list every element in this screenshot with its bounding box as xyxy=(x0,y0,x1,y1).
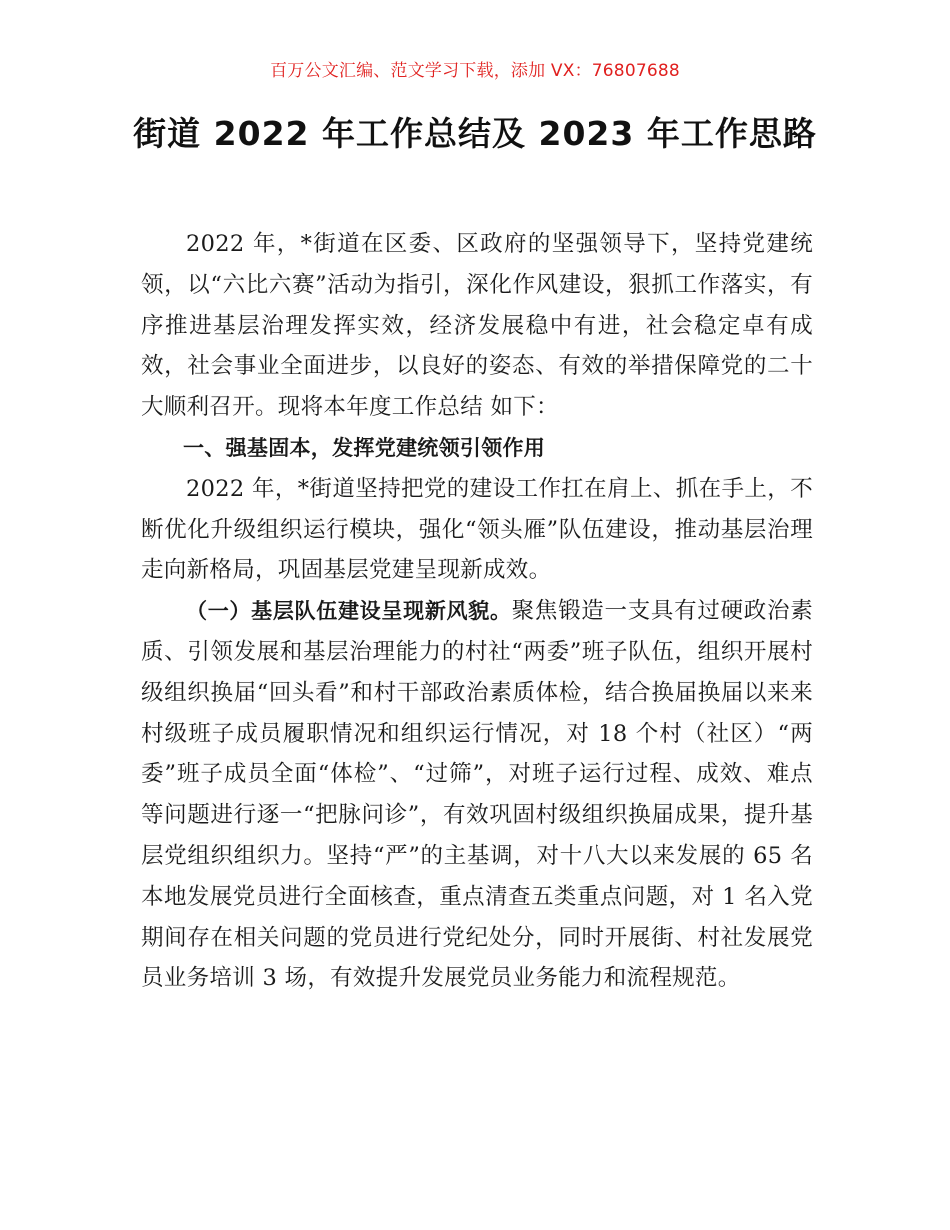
subsection-paragraph xyxy=(141,591,813,999)
section-paragraph: 2022 年，*街道坚持把党的建设工作扛在肩上、抓在手上，不断优化升级组织运行模块，强化“领头雁”队伍建设，推动基层治理走向新格局，巩固基层党建呈现新成效。 xyxy=(141,475,813,584)
section-heading: 一、强基固本，发挥党建统领引领作用 xyxy=(183,435,546,460)
intro-paragraph: 2022 年，*街道在区委、区政府的坚强领导下，坚持党建统领，以“六比六赛”活动为指引，深化作风建设，狠抓工作落实，有序推进基层治理发挥实效，经济发展稳中有进，社会稳定卓有成效，社会事业全面进步，以良好的姿态、有效的举措保障党的二十大顺利召开。现将本年度工作总结 如下： xyxy=(141,231,813,421)
watermark-banner: 百万公文汇编、范文学习下载，添加 VX：76807688 xyxy=(270,61,680,81)
document-title: 街道 2022 年工作总结及 2023 年工作思路 xyxy=(133,114,817,153)
subsection-heading: （一）基层队伍建设呈现新风貌。 xyxy=(186,599,512,624)
document-body xyxy=(141,224,813,999)
subsection-text: 聚焦锻造一支具有过硬政治素质、引领发展和基层治理能力的村社“两委”班子队伍，组织开展村级组织换届“回头看”和村干部政治素质体检，结合换届换届以来来村级班子成员履职情况和组织运行情况，对 18 个村（社区）“两委”班子成员全面“体检”、“过筛”，对班子运行过程、成效、难点等问题进行逐一“把脉问诊”，有效巩固村级组织换届成果，提升基层党组织组织力。坚持“严”的主基调，对十八大以来发展的 65 名本地发展党员进行全面核查，重点清查五类重点问题，对 1 名入党期间存在相关问题的党员进行党纪处分，同时开展街、村社发展党员业务培训 3 场，有效提升发展党员业务能力和流程规范。 xyxy=(141,598,814,992)
